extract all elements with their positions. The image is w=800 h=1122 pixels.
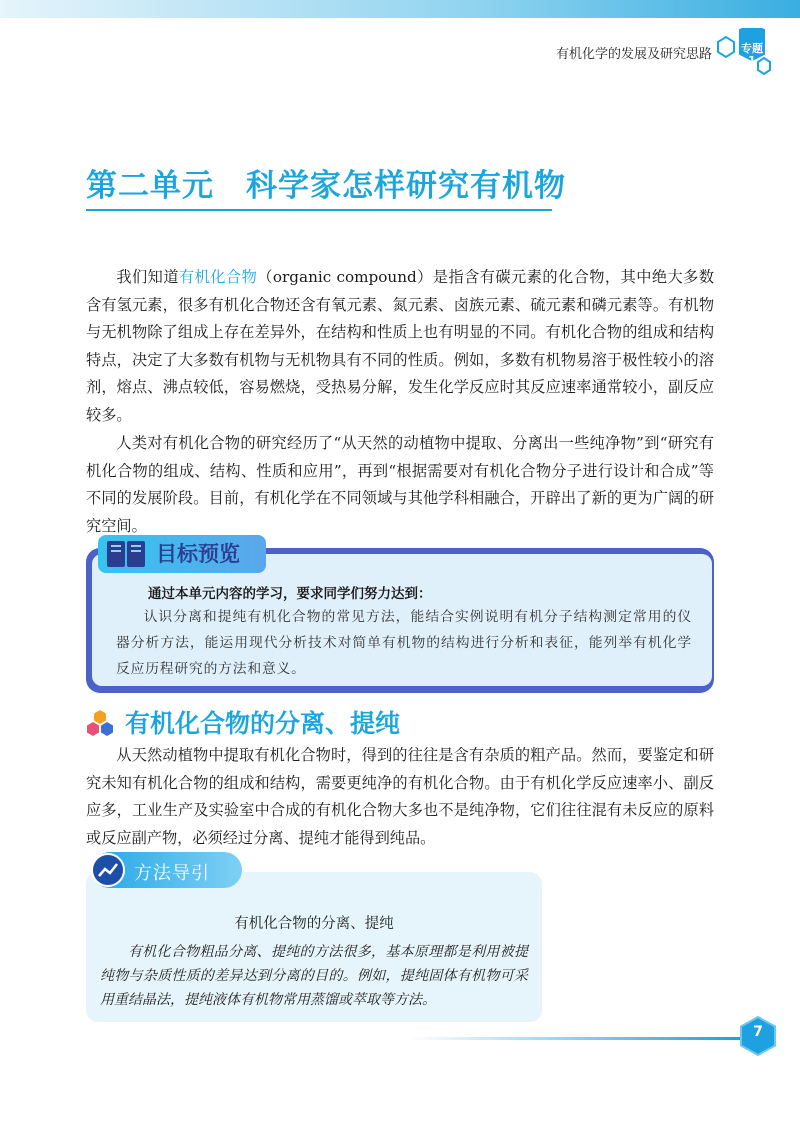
intro-paragraph-1 [86,264,714,430]
goal-preview-label: 目标预览 [156,542,240,566]
intro-prefix: 我们知道 [116,268,179,286]
term-organic-compound: 有机化合物 [178,268,258,286]
method-content: 有机化合物粗品分离、提纯的方法很多，基本原理都是利用被提纯物与杂质性质的差异达到分离的目的。例如，提纯固体有机物可采用重结晶法，提纯液体有机物常用蒸馏或萃取等方法。 [100,944,528,1008]
intro-rest: （organic compound）是指含有碳元素的化合物，其中绝大多数含有氢元素，很多有机化合物还含有氧元素、氮元素、卤族元素、硫元素和磷元素等。有机物与无机物除了组成上存在差异外，在结构和性质上也有明显的不同。有机化合物的组成和结构特点，决定了大多数有机物与无机物具有不同的性质。例如，多数有机物易溶于极性较小的溶剂，熔点、沸点较低，容易燃烧，受热易分解，发生化学反应时其反应速率通常较小，副反应较多。 [86,268,715,424]
unit-title: 第二单元 科学家怎样研究有机物 [86,168,566,204]
header-gradient-bar [0,0,800,18]
badge-number: 1 [748,54,756,67]
book-icon [104,536,150,572]
title-underline [86,209,552,211]
footer-line [410,1037,740,1040]
hexagon-cluster-icon [84,710,116,736]
section-title: 有机化合物的分离、提纯 [125,709,401,738]
method-guide-label: 方法导引 [134,863,210,884]
intro-paragraph-2: 人类对有机化合物的研究经历了“从天然的动植物中提取、分离出一些纯净物”到“研究有机化合物的组成、结构、性质和应用”，再到“根据需要对有机化合物分子进行设计和合成”等不同的发展阶段。目前，有机化学在不同领域与其他学科相融合，开辟出了新的更为广阔的研究空间。 [86,434,714,535]
method-subtitle: 有机化合物的分离、提纯 [234,916,394,932]
running-title: 有机化学的发展及研究思路 [555,47,712,62]
goal-content: 认识分离和提纯有机化合物的常见方法，能结合实例说明有机分子结构测定常用的仪器分析方法，能运用现代分析技术对简单有机物的结构进行分析和表征，能列举有机化学反应历程研究的方法和意义。 [116,609,692,677]
badge-label: 专题 [741,42,763,55]
goal-intro: 通过本单元内容的学习，要求同学们努力达到： [148,586,432,602]
trend-chart-icon [90,852,126,888]
section-paragraph: 从天然动植物中提取有机化合物时，得到的往往是含有杂质的粗产品。然而，要鉴定和研究未知有机化合物的组成和结构，需要更纯净的有机化合物。由于有机化学反应速率小、副反应多，工业生产及实验室中合成的有机化合物大多也不是纯净物，它们往往混有未反应的原料或反应副产物，必须经过分离、提纯才能得到纯品。 [86,746,714,847]
page-number: 7 [753,1024,763,1040]
